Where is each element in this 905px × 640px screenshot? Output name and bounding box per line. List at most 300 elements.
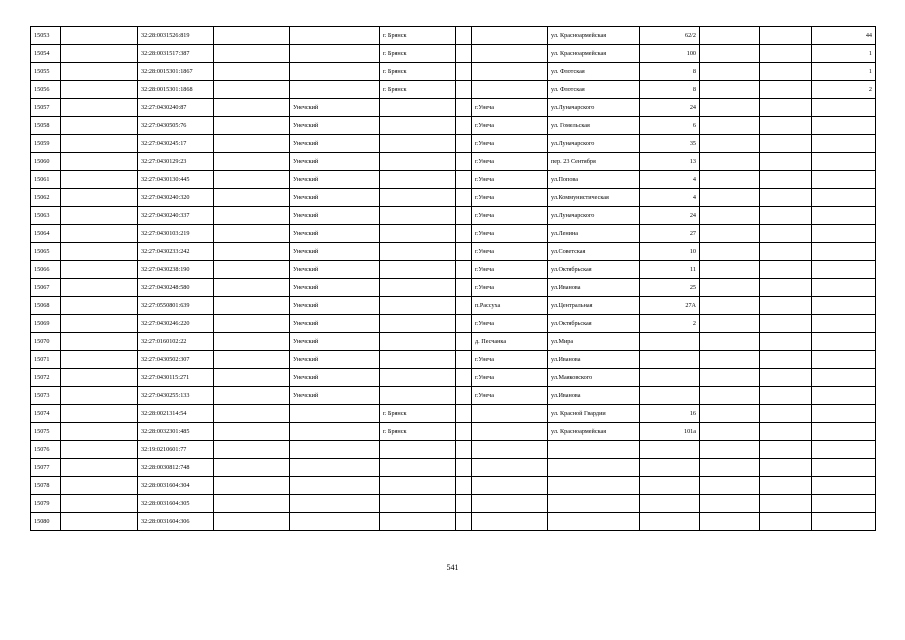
city-cell xyxy=(380,171,456,189)
empty-cell xyxy=(456,135,472,153)
city-cell xyxy=(380,135,456,153)
registry-table xyxy=(30,26,876,531)
city-cell xyxy=(380,207,456,225)
cadastral-number-cell: 32:27:0430129:23 xyxy=(138,153,214,171)
empty-cell xyxy=(760,333,812,351)
empty-cell xyxy=(456,351,472,369)
cadastral-number-cell: 32:27:0430502:307 xyxy=(138,351,214,369)
street-cell xyxy=(548,441,640,459)
empty-cell xyxy=(61,207,138,225)
apartment-number-cell xyxy=(812,315,876,333)
city-cell xyxy=(380,441,456,459)
district-cell: Унечский xyxy=(290,243,380,261)
house-number-cell: 24 xyxy=(640,99,700,117)
empty-cell xyxy=(456,171,472,189)
apartment-number-cell xyxy=(812,459,876,477)
district-cell xyxy=(290,63,380,81)
house-number-cell xyxy=(640,495,700,513)
apartment-number-cell xyxy=(812,477,876,495)
house-number-cell xyxy=(640,333,700,351)
empty-cell xyxy=(61,153,138,171)
district-cell: Унечский xyxy=(290,369,380,387)
house-number-cell: 11 xyxy=(640,261,700,279)
empty-cell xyxy=(760,171,812,189)
row-number-cell: 15078 xyxy=(31,477,61,495)
district-cell: Унечский xyxy=(290,279,380,297)
table-row xyxy=(31,297,876,315)
table-row xyxy=(31,351,876,369)
city-cell xyxy=(380,153,456,171)
cadastral-number-cell: 32:27:0430233:242 xyxy=(138,243,214,261)
city-cell: г. Брянск xyxy=(380,423,456,441)
street-cell: ул. Красной Гвардии xyxy=(548,405,640,423)
street-cell: ул.Луначарского xyxy=(548,99,640,117)
apartment-number-cell xyxy=(812,135,876,153)
cadastral-number-cell: 32:27:0430238:190 xyxy=(138,261,214,279)
apartment-number-cell xyxy=(812,441,876,459)
empty-cell xyxy=(700,81,760,99)
row-number-cell: 15074 xyxy=(31,405,61,423)
empty-cell xyxy=(760,153,812,171)
empty-cell xyxy=(456,81,472,99)
empty-cell xyxy=(456,243,472,261)
apartment-number-cell xyxy=(812,405,876,423)
street-cell: ул. Гомельская xyxy=(548,117,640,135)
empty-cell xyxy=(760,423,812,441)
district-cell: Унечский xyxy=(290,387,380,405)
cadastral-number-cell: 32:27:0430248:580 xyxy=(138,279,214,297)
empty-cell xyxy=(214,279,290,297)
apartment-number-cell xyxy=(812,225,876,243)
house-number-cell: 2 xyxy=(640,315,700,333)
district-cell: Унечский xyxy=(290,261,380,279)
row-number-cell: 15077 xyxy=(31,459,61,477)
district-cell: Унечский xyxy=(290,315,380,333)
empty-cell xyxy=(760,441,812,459)
row-number-cell: 15063 xyxy=(31,207,61,225)
empty-cell xyxy=(760,279,812,297)
house-number-cell xyxy=(640,477,700,495)
empty-cell xyxy=(700,369,760,387)
empty-cell xyxy=(61,513,138,531)
table-row xyxy=(31,171,876,189)
cadastral-number-cell: 32:27:0430103:219 xyxy=(138,225,214,243)
empty-cell xyxy=(214,99,290,117)
street-cell: ул.Коммунистическая xyxy=(548,189,640,207)
house-number-cell: 8 xyxy=(640,63,700,81)
row-number-cell: 15056 xyxy=(31,81,61,99)
locality-cell xyxy=(472,27,548,45)
row-number-cell: 15071 xyxy=(31,351,61,369)
empty-cell xyxy=(214,261,290,279)
empty-cell xyxy=(61,351,138,369)
city-cell xyxy=(380,261,456,279)
street-cell xyxy=(548,513,640,531)
empty-cell xyxy=(700,243,760,261)
empty-cell xyxy=(214,153,290,171)
city-cell xyxy=(380,369,456,387)
empty-cell xyxy=(214,243,290,261)
table-row xyxy=(31,513,876,531)
empty-cell xyxy=(61,99,138,117)
table-row xyxy=(31,261,876,279)
empty-cell xyxy=(214,225,290,243)
locality-cell: г.Унеча xyxy=(472,225,548,243)
empty-cell xyxy=(214,27,290,45)
table-row xyxy=(31,477,876,495)
empty-cell xyxy=(700,117,760,135)
street-cell: ул.Попова xyxy=(548,171,640,189)
empty-cell xyxy=(61,495,138,513)
city-cell: г. Брянск xyxy=(380,45,456,63)
empty-cell xyxy=(214,171,290,189)
cadastral-number-cell: 32:28:0031526:819 xyxy=(138,27,214,45)
cadastral-number-cell: 32:27:0550801:639 xyxy=(138,297,214,315)
cadastral-number-cell: 32:28:0021314:54 xyxy=(138,405,214,423)
empty-cell xyxy=(456,495,472,513)
empty-cell xyxy=(760,243,812,261)
cadastral-number-cell: 32:28:0015301:1867 xyxy=(138,63,214,81)
empty-cell xyxy=(61,225,138,243)
row-number-cell: 15073 xyxy=(31,387,61,405)
empty-cell xyxy=(61,477,138,495)
cadastral-number-cell: 32:28:0031604:305 xyxy=(138,495,214,513)
district-cell xyxy=(290,405,380,423)
row-number-cell: 15053 xyxy=(31,27,61,45)
empty-cell xyxy=(700,315,760,333)
apartment-number-cell xyxy=(812,369,876,387)
table-body xyxy=(31,27,876,531)
house-number-cell xyxy=(640,351,700,369)
street-cell: пер. 23 Сентября xyxy=(548,153,640,171)
empty-cell xyxy=(760,189,812,207)
house-number-cell xyxy=(640,513,700,531)
table-row xyxy=(31,495,876,513)
empty-cell xyxy=(700,225,760,243)
apartment-number-cell xyxy=(812,495,876,513)
row-number-cell: 15068 xyxy=(31,297,61,315)
empty-cell xyxy=(456,279,472,297)
street-cell: ул. Красноармейская xyxy=(548,423,640,441)
house-number-cell: 4 xyxy=(640,171,700,189)
empty-cell xyxy=(700,387,760,405)
district-cell xyxy=(290,495,380,513)
page-number: 541 xyxy=(446,563,459,572)
table-row xyxy=(31,135,876,153)
locality-cell: г.Унеча xyxy=(472,369,548,387)
empty-cell xyxy=(760,297,812,315)
table-row xyxy=(31,333,876,351)
row-number-cell: 15059 xyxy=(31,135,61,153)
street-cell xyxy=(548,459,640,477)
empty-cell xyxy=(214,387,290,405)
empty-cell xyxy=(214,81,290,99)
empty-cell xyxy=(700,459,760,477)
district-cell xyxy=(290,477,380,495)
city-cell xyxy=(380,279,456,297)
empty-cell xyxy=(61,315,138,333)
house-number-cell xyxy=(640,459,700,477)
district-cell: Унечский xyxy=(290,171,380,189)
locality-cell: д. Песчанка xyxy=(472,333,548,351)
empty-cell xyxy=(760,99,812,117)
empty-cell xyxy=(456,387,472,405)
empty-cell xyxy=(456,225,472,243)
house-number-cell: 27 xyxy=(640,225,700,243)
empty-cell xyxy=(456,207,472,225)
locality-cell xyxy=(472,495,548,513)
empty-cell xyxy=(61,459,138,477)
cadastral-number-cell: 32:27:0430505:76 xyxy=(138,117,214,135)
table-row xyxy=(31,189,876,207)
table-row xyxy=(31,81,876,99)
row-number-cell: 15060 xyxy=(31,153,61,171)
house-number-cell: 16 xyxy=(640,405,700,423)
table-row xyxy=(31,315,876,333)
empty-cell xyxy=(760,477,812,495)
empty-cell xyxy=(700,189,760,207)
district-cell: Унечский xyxy=(290,153,380,171)
empty-cell xyxy=(214,369,290,387)
empty-cell xyxy=(61,81,138,99)
district-cell xyxy=(290,441,380,459)
empty-cell xyxy=(61,333,138,351)
row-number-cell: 15064 xyxy=(31,225,61,243)
street-cell: ул.Центральная xyxy=(548,297,640,315)
empty-cell xyxy=(456,153,472,171)
cadastral-number-cell: 32:28:0031604:304 xyxy=(138,477,214,495)
empty-cell xyxy=(456,45,472,63)
empty-cell xyxy=(61,135,138,153)
city-cell xyxy=(380,459,456,477)
cadastral-number-cell: 32:27:0430240:87 xyxy=(138,99,214,117)
empty-cell xyxy=(214,495,290,513)
empty-cell xyxy=(700,135,760,153)
empty-cell xyxy=(456,333,472,351)
city-cell xyxy=(380,117,456,135)
apartment-number-cell: 1 xyxy=(812,63,876,81)
locality-cell: г.Унеча xyxy=(472,261,548,279)
empty-cell xyxy=(61,441,138,459)
empty-cell xyxy=(214,459,290,477)
cadastral-number-cell: 32:27:0430115:271 xyxy=(138,369,214,387)
empty-cell xyxy=(214,189,290,207)
empty-cell xyxy=(61,243,138,261)
empty-cell xyxy=(760,45,812,63)
empty-cell xyxy=(456,63,472,81)
empty-cell xyxy=(214,45,290,63)
empty-cell xyxy=(760,81,812,99)
street-cell: ул.Ленина xyxy=(548,225,640,243)
apartment-number-cell: 44 xyxy=(812,27,876,45)
city-cell xyxy=(380,351,456,369)
empty-cell xyxy=(700,261,760,279)
table-row xyxy=(31,207,876,225)
empty-cell xyxy=(700,27,760,45)
house-number-cell: 24 xyxy=(640,207,700,225)
locality-cell: г.Унеча xyxy=(472,351,548,369)
empty-cell xyxy=(700,513,760,531)
apartment-number-cell xyxy=(812,297,876,315)
apartment-number-cell: 1 xyxy=(812,45,876,63)
empty-cell xyxy=(61,279,138,297)
city-cell: г. Брянск xyxy=(380,27,456,45)
empty-cell xyxy=(214,405,290,423)
empty-cell xyxy=(61,171,138,189)
city-cell xyxy=(380,513,456,531)
locality-cell: п.Рассуха xyxy=(472,297,548,315)
table-row xyxy=(31,63,876,81)
empty-cell xyxy=(700,153,760,171)
house-number-cell: 27А xyxy=(640,297,700,315)
city-cell xyxy=(380,243,456,261)
empty-cell xyxy=(456,423,472,441)
empty-cell xyxy=(456,477,472,495)
district-cell xyxy=(290,423,380,441)
empty-cell xyxy=(700,405,760,423)
table-row xyxy=(31,405,876,423)
empty-cell xyxy=(214,297,290,315)
empty-cell xyxy=(456,459,472,477)
street-cell: ул.Луначарского xyxy=(548,135,640,153)
empty-cell xyxy=(700,477,760,495)
locality-cell: г.Унеча xyxy=(472,117,548,135)
empty-cell xyxy=(456,261,472,279)
house-number-cell: 35 xyxy=(640,135,700,153)
apartment-number-cell xyxy=(812,189,876,207)
empty-cell xyxy=(760,63,812,81)
table-row xyxy=(31,153,876,171)
empty-cell xyxy=(760,495,812,513)
house-number-cell: 25 xyxy=(640,279,700,297)
cadastral-number-cell: 32:19:0210601:77 xyxy=(138,441,214,459)
empty-cell xyxy=(214,351,290,369)
table-row xyxy=(31,45,876,63)
district-cell: Унечский xyxy=(290,99,380,117)
street-cell xyxy=(548,477,640,495)
locality-cell: г.Унеча xyxy=(472,315,548,333)
street-cell: ул.Советская xyxy=(548,243,640,261)
empty-cell xyxy=(214,135,290,153)
empty-cell xyxy=(456,117,472,135)
empty-cell xyxy=(456,369,472,387)
street-cell: ул.Мира xyxy=(548,333,640,351)
apartment-number-cell xyxy=(812,207,876,225)
house-number-cell: 8 xyxy=(640,81,700,99)
apartment-number-cell xyxy=(812,117,876,135)
empty-cell xyxy=(61,261,138,279)
empty-cell xyxy=(760,369,812,387)
district-cell xyxy=(290,27,380,45)
apartment-number-cell xyxy=(812,153,876,171)
empty-cell xyxy=(61,27,138,45)
row-number-cell: 15054 xyxy=(31,45,61,63)
empty-cell xyxy=(61,297,138,315)
row-number-cell: 15065 xyxy=(31,243,61,261)
apartment-number-cell xyxy=(812,423,876,441)
table-row xyxy=(31,387,876,405)
district-cell xyxy=(290,81,380,99)
empty-cell xyxy=(214,423,290,441)
empty-cell xyxy=(760,207,812,225)
empty-cell xyxy=(700,279,760,297)
empty-cell xyxy=(456,513,472,531)
empty-cell xyxy=(61,423,138,441)
apartment-number-cell xyxy=(812,333,876,351)
street-cell: ул. Флотская xyxy=(548,63,640,81)
street-cell: ул.Октябрьская xyxy=(548,315,640,333)
cadastral-number-cell: 32:27:0430130:445 xyxy=(138,171,214,189)
locality-cell xyxy=(472,45,548,63)
row-number-cell: 15079 xyxy=(31,495,61,513)
locality-cell: г.Унеча xyxy=(472,153,548,171)
empty-cell xyxy=(760,351,812,369)
empty-cell xyxy=(760,459,812,477)
empty-cell xyxy=(760,315,812,333)
table-row xyxy=(31,459,876,477)
empty-cell xyxy=(700,207,760,225)
empty-cell xyxy=(700,333,760,351)
empty-cell xyxy=(760,261,812,279)
row-number-cell: 15067 xyxy=(31,279,61,297)
table-row xyxy=(31,441,876,459)
empty-cell xyxy=(700,99,760,117)
district-cell: Унечский xyxy=(290,189,380,207)
table-row xyxy=(31,279,876,297)
empty-cell xyxy=(214,63,290,81)
district-cell: Унечский xyxy=(290,297,380,315)
cadastral-number-cell: 32:27:0430240:320 xyxy=(138,189,214,207)
street-cell: ул.Иванова xyxy=(548,387,640,405)
street-cell: ул.Маяковского xyxy=(548,369,640,387)
locality-cell xyxy=(472,405,548,423)
table-row xyxy=(31,225,876,243)
empty-cell xyxy=(700,441,760,459)
empty-cell xyxy=(456,315,472,333)
street-cell: ул.Иванова xyxy=(548,279,640,297)
district-cell xyxy=(290,459,380,477)
locality-cell xyxy=(472,513,548,531)
empty-cell xyxy=(61,405,138,423)
apartment-number-cell xyxy=(812,387,876,405)
locality-cell xyxy=(472,423,548,441)
row-number-cell: 15070 xyxy=(31,333,61,351)
empty-cell xyxy=(760,513,812,531)
district-cell: Унечский xyxy=(290,333,380,351)
locality-cell xyxy=(472,477,548,495)
row-number-cell: 15069 xyxy=(31,315,61,333)
house-number-cell: 6 xyxy=(640,117,700,135)
empty-cell xyxy=(760,135,812,153)
cadastral-number-cell: 32:27:0160102:22 xyxy=(138,333,214,351)
cadastral-number-cell: 32:27:0430240:337 xyxy=(138,207,214,225)
apartment-number-cell xyxy=(812,99,876,117)
city-cell xyxy=(380,495,456,513)
apartment-number-cell: 2 xyxy=(812,81,876,99)
locality-cell: г.Унеча xyxy=(472,135,548,153)
district-cell xyxy=(290,513,380,531)
city-cell xyxy=(380,297,456,315)
cadastral-number-cell: 32:28:0031517:387 xyxy=(138,45,214,63)
empty-cell xyxy=(214,333,290,351)
locality-cell: г.Унеча xyxy=(472,279,548,297)
street-cell: ул.Луначарского xyxy=(548,207,640,225)
empty-cell xyxy=(700,171,760,189)
city-cell xyxy=(380,225,456,243)
empty-cell xyxy=(61,387,138,405)
row-number-cell: 15055 xyxy=(31,63,61,81)
house-number-cell: 13 xyxy=(640,153,700,171)
